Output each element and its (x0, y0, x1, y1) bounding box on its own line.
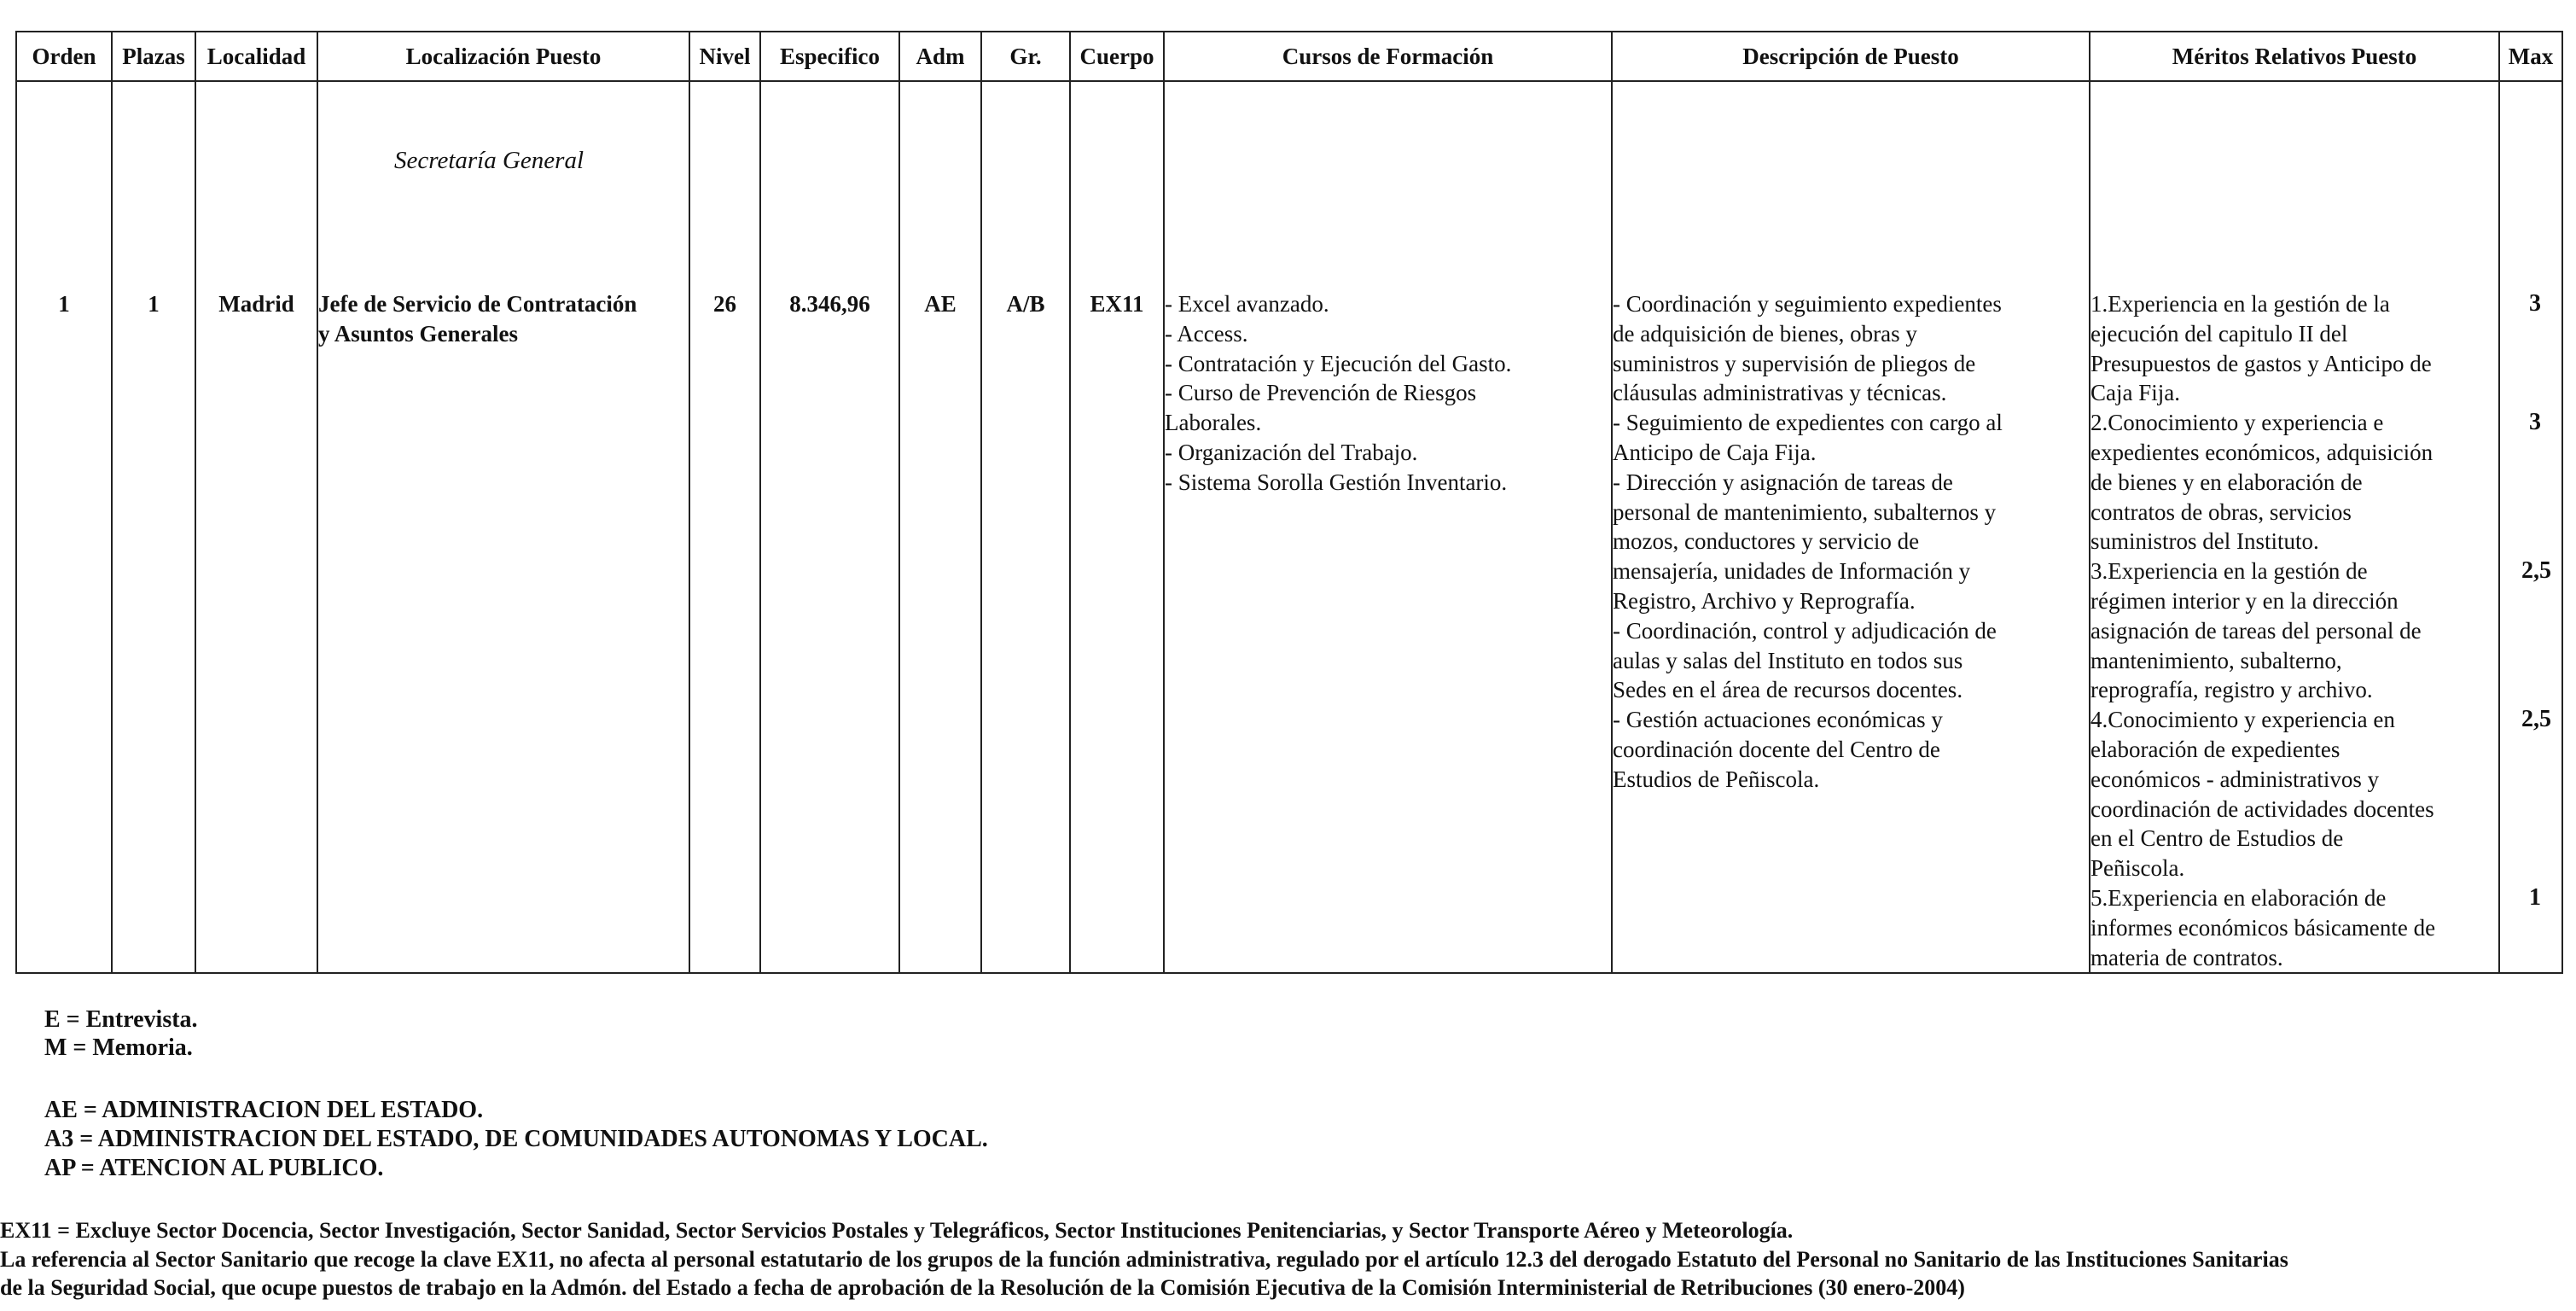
cell-localizacion (317, 81, 689, 973)
merito-line: Caja Fija. (2090, 380, 2180, 406)
descripcion-line: Anticipo de Caja Fija. (1613, 439, 1817, 465)
merito-line: 4.Conocimiento y experiencia en (2090, 707, 2395, 733)
header-max: Max (2499, 32, 2562, 81)
merito-line: 1.Experiencia en la gestión de la (2090, 291, 2390, 317)
curso-line: - Organización del Trabajo. (1165, 439, 1418, 465)
cell-max (2499, 81, 2562, 973)
merito-line: suministros del Instituto. (2090, 528, 2319, 555)
max-value-1: 3 (2529, 290, 2541, 317)
cell-especifico: 8.346,96 (760, 81, 899, 973)
descripcion-line: aulas y salas del Instituto en todos sus (1613, 647, 1963, 673)
descripcion-line: mensajería, unidades de Información y (1613, 558, 1971, 585)
header-localizacion: Localización Puesto (317, 32, 689, 81)
merito-line: en el Centro de Estudios de (2090, 825, 2344, 852)
curso-line: - Sistema Sorolla Gestión Inventario. (1165, 469, 1508, 495)
descripcion-line: suministros y supervisión de pliegos de (1613, 350, 1976, 376)
curso-line: - Curso de Prevención de Riesgos (1165, 380, 1477, 406)
merito-line: 3.Experiencia en la gestión de (2090, 558, 2368, 585)
merito-line: 5.Experiencia en elaboración de (2090, 884, 2387, 911)
legend-ap: AP = ATENCION AL PUBLICO. (44, 1155, 384, 1181)
curso-line: - Access. (1165, 320, 1248, 347)
note-line2: La referencia al Sector Sanitario que recoge la clave EX11, no afecta al personal estatutario de los grupos de la función administrativa, regulado por el artículo 12.3 del derogado Estatuto del Personal no Sanitario de las Instituciones Sanitarias (0, 1247, 2288, 1272)
max-value-4: 2,5 (2521, 706, 2551, 732)
merito-line: informes económicos básicamente de (2090, 914, 2436, 941)
header-descripcion: Descripción de Puesto (1612, 32, 2090, 81)
merito-line: régimen interior y en la dirección (2090, 587, 2399, 614)
cell-gr: A/B (981, 81, 1070, 973)
cell-orden: 1 (16, 81, 112, 973)
descripcion-line: de adquisición de bienes, obras y (1613, 320, 1917, 347)
note-ex11: EX11 = Excluye Sector Docencia, Sector Investigación, Sector Sanidad, Sector Servicios Postales y Telegráficos, Sector Instituciones Penitenciarias, y Sector Transporte Aéreo y Meteorología. (0, 1218, 1794, 1243)
merito-line: contratos de obras, servicios (2090, 498, 2352, 525)
merito-line: mantenimiento, subalterno, (2090, 647, 2342, 673)
merito-line: elaboración de expedientes (2090, 736, 2340, 762)
merito-line: Peñiscola. (2090, 855, 2185, 882)
descripcion-line: - Coordinación, control y adjudicación de (1613, 617, 1997, 644)
header-plazas: Plazas (112, 32, 195, 81)
cell-descripcion (1612, 81, 2090, 973)
descripcion-text (1613, 82, 2089, 795)
merito-line: de bienes y en elaboración de (2090, 469, 2363, 495)
header-localidad: Localidad (195, 32, 317, 81)
localizacion-line: Jefe de Servicio de Contratación (318, 291, 637, 317)
header-nivel: Nivel (689, 32, 760, 81)
cell-localidad: Madrid (195, 81, 317, 973)
curso-line: - Contratación y Ejecución del Gasto. (1165, 350, 1512, 376)
header-especifico: Especifico (760, 32, 899, 81)
cursos-text (1165, 82, 1611, 498)
curso-line: - Excel avanzado. (1165, 291, 1329, 317)
note-line3: de la Seguridad Social, que ocupe puestos de trabajo en la Admón. del Estado a fecha de aprobación de la Resolución de la Comisión Ejecutiva de la Comisión Interministerial de Retribuciones (30 enero-2004) (0, 1275, 1965, 1300)
localizacion-line: y Asuntos Generales (318, 320, 519, 347)
header-gr: Gr. (981, 32, 1070, 81)
descripcion-line: cláusulas administrativas y técnicas. (1613, 380, 1947, 406)
merito-line: asignación de tareas del personal de (2090, 617, 2422, 644)
descripcion-line: - Coordinación y seguimiento expedientes (1613, 291, 2002, 317)
cell-plazas: 1 (112, 81, 195, 973)
descripcion-line: coordinación docente del Centro de (1613, 736, 1940, 762)
section-title: Secretaría General (394, 147, 584, 174)
merito-line: Presupuestos de gastos y Anticipo de (2090, 350, 2432, 376)
curso-line: Laborales. (1165, 410, 1262, 436)
descripcion-line: - Dirección y asignación de tareas de (1613, 469, 1953, 495)
cell-nivel: 26 (689, 81, 760, 973)
descripcion-line: mozos, conductores y servicio de (1613, 528, 1920, 555)
merito-line: económicos - administrativos y (2090, 766, 2380, 792)
descripcion-line: - Gestión actuaciones económicas y (1613, 707, 1943, 733)
merito-line: coordinación de actividades docentes (2090, 795, 2434, 822)
merito-line: ejecución del capitulo II del (2090, 320, 2348, 347)
table-row (16, 81, 2562, 973)
localizacion-text (318, 82, 689, 349)
max-value-5: 1 (2529, 884, 2541, 911)
legend-m: M = Memoria. (44, 1034, 193, 1061)
legend-e: E = Entrevista. (44, 1006, 198, 1033)
merito-line: expedientes económicos, adquisición (2090, 439, 2434, 465)
cell-meritos (2090, 81, 2499, 973)
merito-line: 2.Conocimiento y experiencia e (2090, 410, 2384, 436)
legend-a3: A3 = ADMINISTRACION DEL ESTADO, DE COMUNIDADES AUTONOMAS Y LOCAL. (44, 1126, 988, 1152)
cell-cursos (1164, 81, 1612, 973)
cell-cuerpo: EX11 (1070, 81, 1164, 973)
merito-line: reprografía, registro y archivo. (2090, 677, 2373, 703)
header-orden: Orden (16, 32, 112, 81)
max-value-2: 3 (2529, 409, 2541, 435)
header-adm: Adm (899, 32, 981, 81)
cell-adm: AE (899, 81, 981, 973)
header-cuerpo: Cuerpo (1070, 32, 1164, 81)
header-meritos: Méritos Relativos Puesto (2090, 32, 2499, 81)
meritos-text (2090, 82, 2498, 972)
header-cursos: Cursos de Formación (1164, 32, 1612, 81)
descripcion-line: personal de mantenimiento, subalternos y (1613, 498, 1997, 525)
descripcion-line: Sedes en el área de recursos docentes. (1613, 677, 1963, 703)
descripcion-line: - Seguimiento de expedientes con cargo al (1613, 410, 2003, 436)
descripcion-line: Registro, Archivo y Reprografía. (1613, 587, 1916, 614)
descripcion-line: Estudios de Peñiscola. (1613, 766, 1820, 792)
merito-line: materia de contratos. (2090, 944, 2283, 970)
header-row (16, 32, 2562, 81)
legend-ae: AE = ADMINISTRACION DEL ESTADO. (44, 1097, 484, 1123)
max-value-3: 2,5 (2521, 557, 2551, 584)
